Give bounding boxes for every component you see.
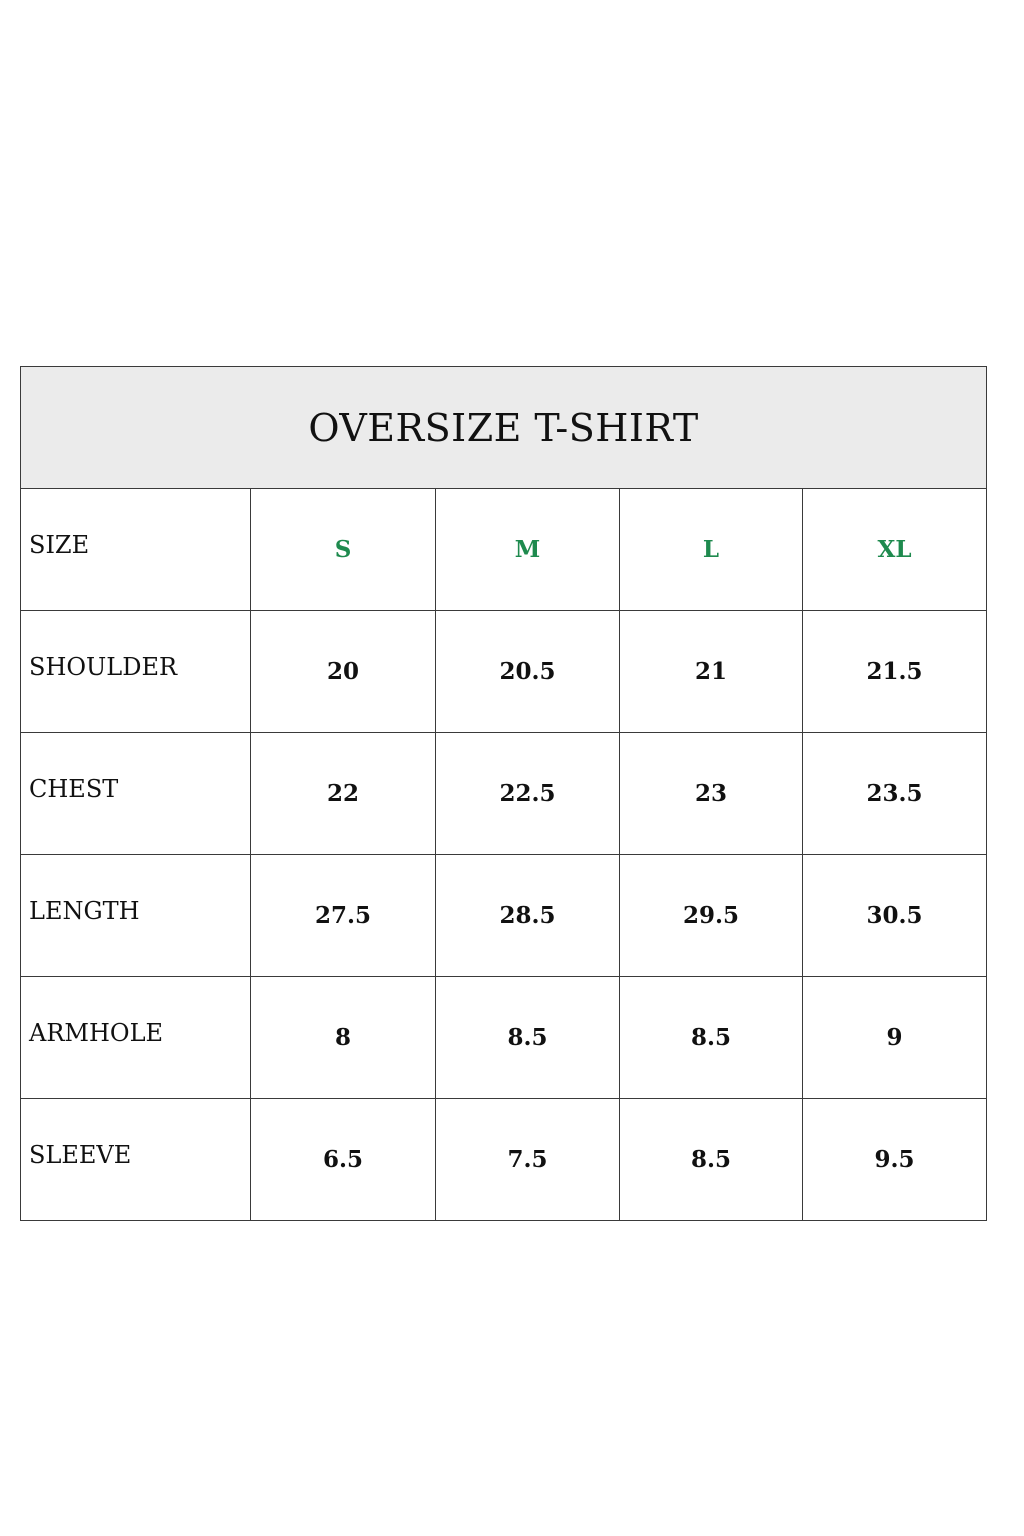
- value-cell: 22: [251, 733, 436, 855]
- row-label-length: LENGTH: [21, 855, 251, 977]
- value-cell: 28.5: [436, 855, 620, 977]
- title-row: [21, 367, 987, 489]
- size-header-xl: XL: [803, 489, 987, 611]
- value-cell: 29.5: [620, 855, 803, 977]
- table-row-length: [21, 855, 987, 977]
- value-cell: 8.5: [620, 977, 803, 1099]
- size-header-l: L: [620, 489, 803, 611]
- row-label-sleeve: SLEEVE: [21, 1099, 251, 1221]
- size-header-s: S: [251, 489, 436, 611]
- value-cell: 21: [620, 611, 803, 733]
- value-cell: 7.5: [436, 1099, 620, 1221]
- value-cell: 9: [803, 977, 987, 1099]
- value-cell: 20.5: [436, 611, 620, 733]
- table-row-sleeve: [21, 1099, 987, 1221]
- size-header-m: M: [436, 489, 620, 611]
- table-row-armhole: [21, 977, 987, 1099]
- value-cell: 8.5: [436, 977, 620, 1099]
- row-label-shoulder: SHOULDER: [21, 611, 251, 733]
- row-label-chest: CHEST: [21, 733, 251, 855]
- value-cell: 27.5: [251, 855, 436, 977]
- value-cell: 30.5: [803, 855, 987, 977]
- table-row-shoulder: [21, 611, 987, 733]
- table-row-chest: [21, 733, 987, 855]
- row-label-armhole: ARMHOLE: [21, 977, 251, 1099]
- value-cell: 23.5: [803, 733, 987, 855]
- value-cell: 8.5: [620, 1099, 803, 1221]
- size-header-row: [21, 489, 987, 611]
- row-label-size: SIZE: [21, 489, 251, 611]
- value-cell: 23: [620, 733, 803, 855]
- value-cell: 6.5: [251, 1099, 436, 1221]
- value-cell: 9.5: [803, 1099, 987, 1221]
- value-cell: 20: [251, 611, 436, 733]
- size-chart-table: [20, 366, 987, 1221]
- chart-title: OVERSIZE T-SHIRT: [21, 367, 987, 489]
- value-cell: 22.5: [436, 733, 620, 855]
- value-cell: 8: [251, 977, 436, 1099]
- value-cell: 21.5: [803, 611, 987, 733]
